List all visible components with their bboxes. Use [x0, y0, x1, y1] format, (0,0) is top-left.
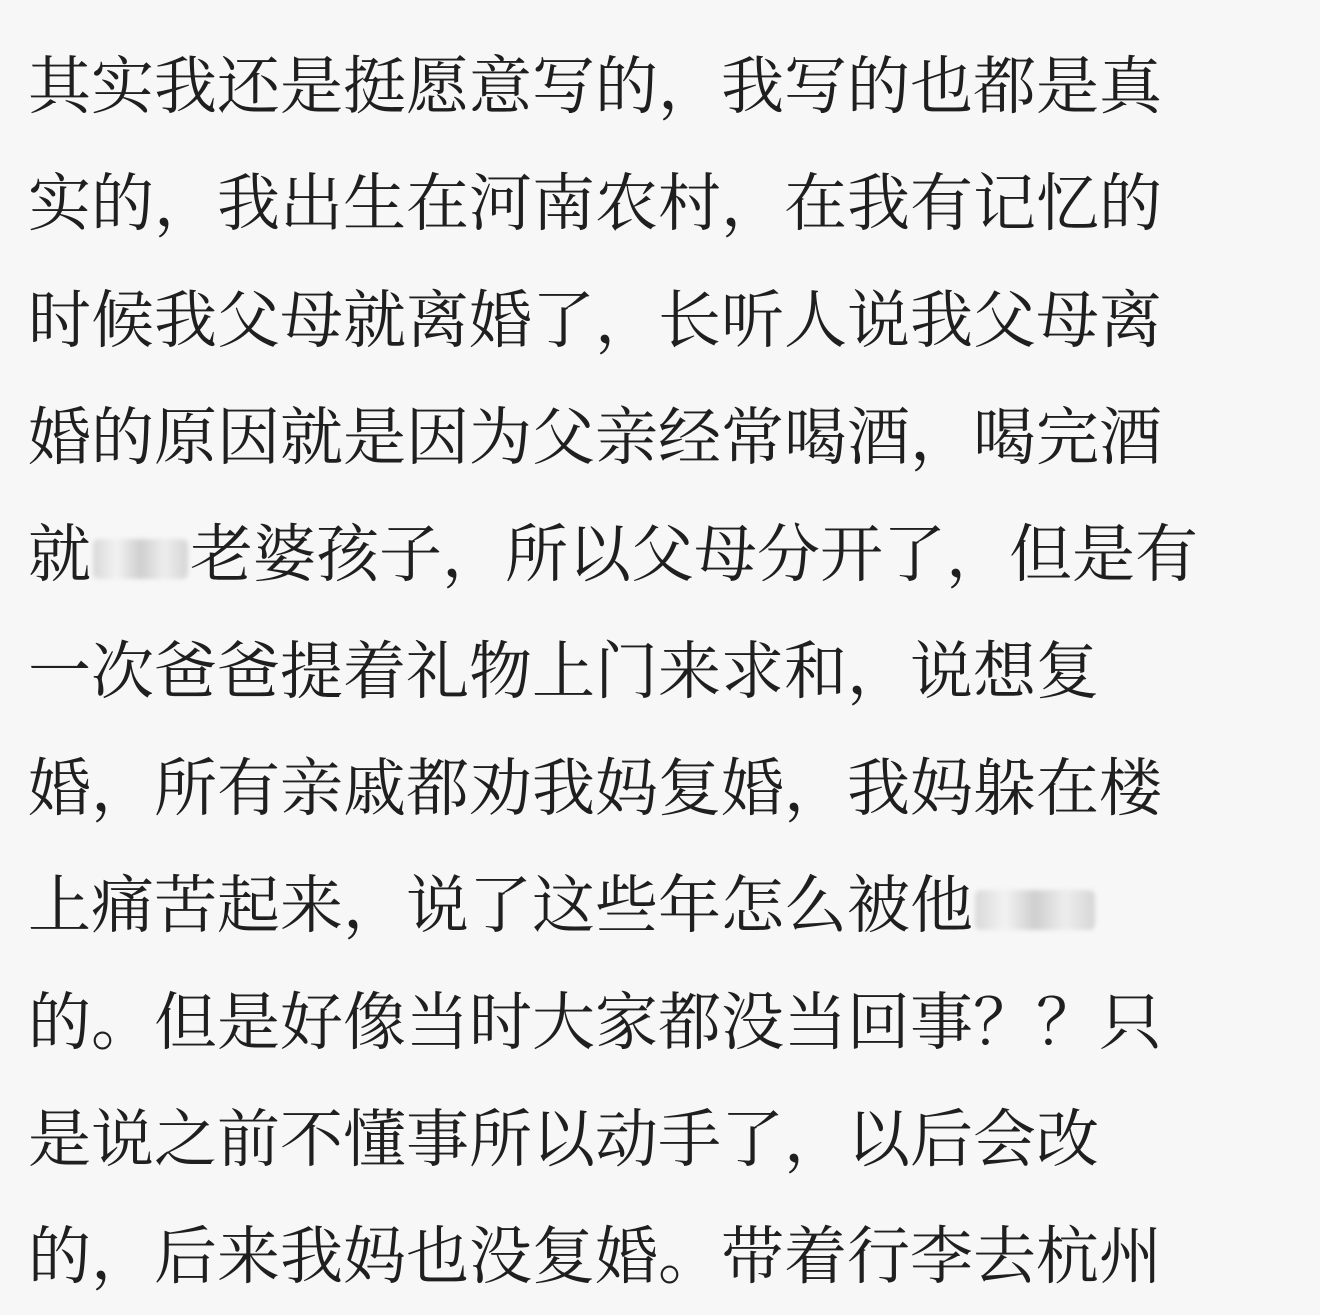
- text-line: 的，后来我妈也没复婚。带着行李去杭州: [28, 1220, 1162, 1293]
- post-text: [28, 28, 1308, 1315]
- text-fragment: 上痛苦起来，说了这些年怎么被他: [28, 869, 973, 942]
- text-line: 时候我父母就离婚了，长听人说我父母离: [28, 284, 1162, 357]
- text-line: 婚，所有亲戚都劝我妈复婚，我妈躲在楼: [28, 752, 1162, 825]
- text-line: 的。但是好像当时大家都没当回事？？只: [28, 986, 1162, 1059]
- text-line: 其实我还是挺愿意写的，我写的也都是真: [28, 50, 1162, 123]
- text-fragment: 就: [28, 518, 91, 591]
- blurred-word: [93, 539, 188, 579]
- text-line: 是说之前不懂事所以动手了，以后会改: [28, 1103, 1099, 1176]
- text-line: [28, 496, 1308, 613]
- text-line: 一次爸爸提着礼物上门来求和，说想复: [28, 635, 1099, 708]
- text-line: 婚的原因就是因为父亲经常喝酒，喝完酒: [28, 401, 1162, 474]
- text-line: [28, 847, 1308, 964]
- text-line: 实的，我出生在河南农村，在我有记忆的: [28, 167, 1162, 240]
- blurred-word: [975, 890, 1095, 930]
- text-fragment: 老婆孩子，所以父母分开了，但是有: [190, 518, 1198, 591]
